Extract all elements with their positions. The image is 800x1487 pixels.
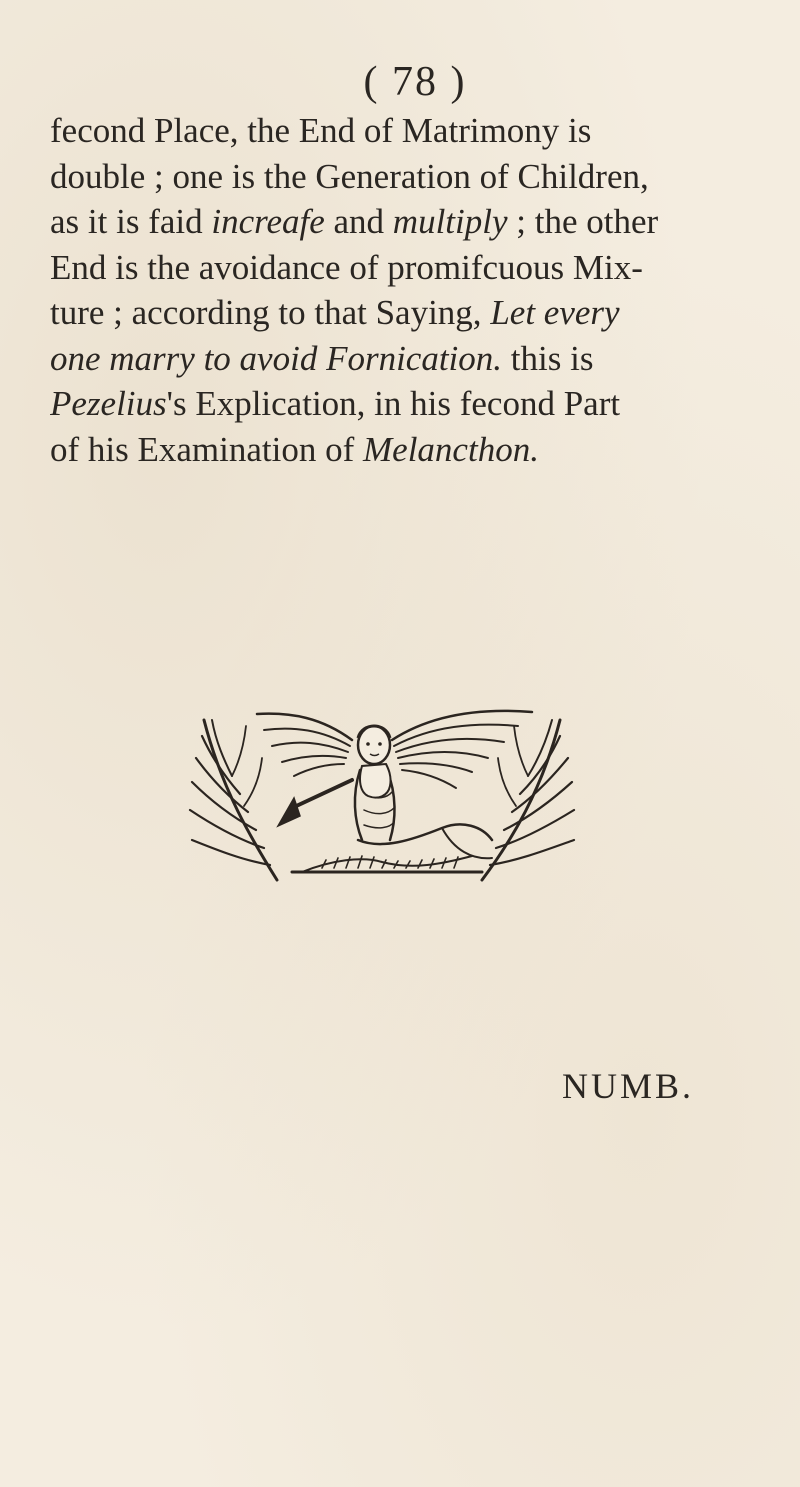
text-line [50,199,768,245]
text-line [50,154,768,200]
text-line [50,290,768,336]
text-line [50,245,768,291]
text-run: as it is faid [50,202,212,241]
italic-run: multiply [392,202,508,241]
text-line [50,108,768,154]
text-line [50,427,768,473]
text-run: of his Examination of [50,429,364,469]
catchword: NUMB. [562,1066,695,1106]
italic-run: Let every [490,293,620,332]
text-run: this is [502,338,594,378]
italic-run: Melancthon. [363,429,539,469]
italic-run: Pezelius [50,384,167,423]
text-run: ; the other [507,202,659,241]
winged-cherub-with-trumpet-and-palm-fronds-icon [182,700,582,885]
page-number: ( 78 ) [363,59,467,105]
text-line [50,336,768,382]
text-run: and [324,202,393,241]
italic-run: increafe [211,202,325,241]
text-run: ture ; according to that Saying, [50,293,491,332]
text-run: fecond Place, the End of Matrimony is [50,111,592,150]
body-paragraph [50,108,768,472]
text-run: double ; one is the Generation of Children, [50,156,649,196]
text-run: 's Explication, in his fecond Part [166,384,621,423]
text-run: End is the avoidance of promifcuous Mix- [50,247,643,287]
text-line [50,381,768,427]
italic-run: one marry to avoid Fornication. [50,338,503,378]
